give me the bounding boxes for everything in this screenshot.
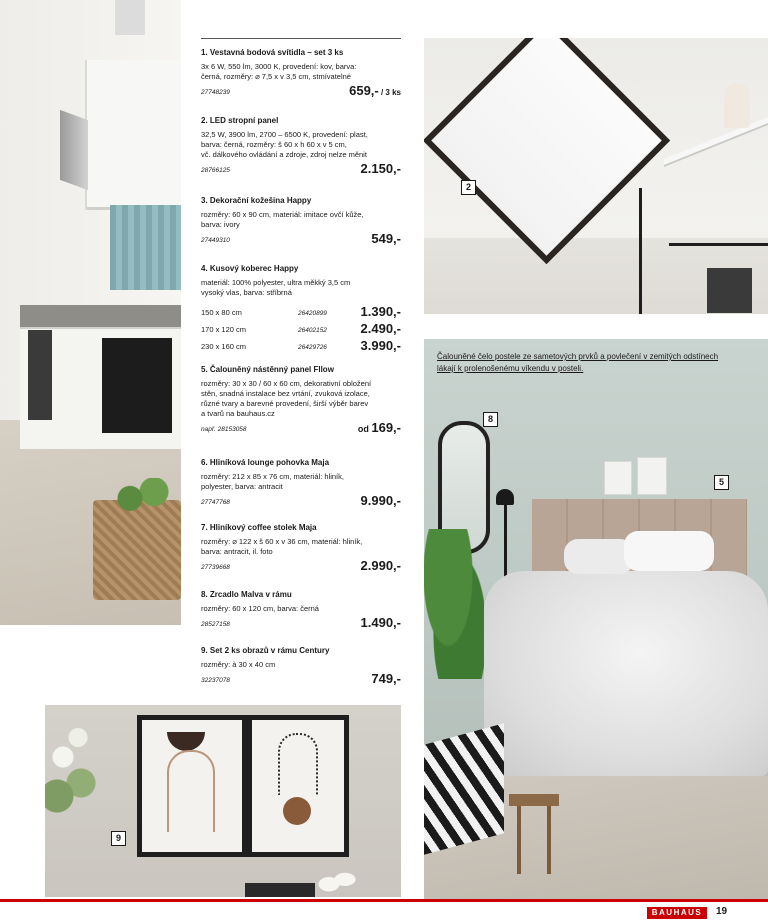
product-title: 2. LED stropní panel <box>201 116 279 125</box>
product-desc: materiál: 100% polyester, ultra měkký 3,5 cm vysoký vlas, barva: stříbrná <box>201 278 351 297</box>
kitchen-counter <box>20 305 181 327</box>
product-title: 4. Kusový koberec Happy <box>201 264 299 273</box>
product-desc: rozměry: 212 x 85 x 76 cm, materiál: hliník, polyester, barva: antracit <box>201 472 344 491</box>
product-title: 6. Hliníková lounge pohovka Maja <box>201 458 330 467</box>
product-code: 27748239 <box>201 89 230 96</box>
product-5 <box>201 365 401 435</box>
kitchen-hood <box>60 110 88 190</box>
product-1 <box>201 48 401 98</box>
art-disc <box>283 797 311 825</box>
footer-red-bar <box>0 899 768 902</box>
bauhaus-logo: BAUHAUS <box>647 907 707 919</box>
product-title: 7. Hliníkový coffee stolek Maja <box>201 523 317 532</box>
bed <box>484 571 768 776</box>
price-value: 169,- <box>371 420 401 435</box>
product-price: 749,- <box>371 671 401 686</box>
product-price: 2.990,- <box>360 558 401 573</box>
size-label: 170 x 120 cm <box>201 325 247 334</box>
product-2 <box>201 116 401 176</box>
product-code: 32237078 <box>201 677 230 684</box>
caption-text: Čalouněné čelo postele ze sametových prvků a povlečení v zemitých odstínech lákají k prolenošenému víkendu v posteli. <box>437 352 719 373</box>
product-title: 5. Čalouněný nástěnný panel Fllow <box>201 365 334 374</box>
size-code: 26402152 <box>298 327 327 334</box>
zebra-rug <box>424 723 504 854</box>
product-desc: 32,5 W, 3900 lm, 2700 – 6500 K, provedení: plast, barva: černá, rozměry: š 60 x h 60 x v 5 cm, vč. dálkového ovládání a zdroje, zdroj nelze měnit <box>201 130 368 159</box>
product-desc: rozměry: ⌀ 122 x š 60 x v 36 cm, materiál: hliník, barva: antracit, il. foto <box>201 537 363 556</box>
product-price: 9.990,- <box>360 493 401 508</box>
kitchen-backsplash <box>110 205 181 290</box>
marker-panel: 2 <box>461 180 476 195</box>
size-label: 230 x 160 cm <box>201 342 247 351</box>
size-list <box>201 302 401 353</box>
size-row <box>201 302 401 319</box>
panel-photo-rod-horizontal <box>669 243 768 246</box>
panel-photo-vase <box>724 83 750 128</box>
bedroom-plant <box>424 529 484 679</box>
panel-photo-box <box>707 268 752 313</box>
ceiling-panel-photo <box>424 38 768 314</box>
kitchen-oven <box>28 330 52 420</box>
product-price <box>358 420 401 435</box>
bedroom-photo <box>424 339 768 899</box>
art-dotted-arch <box>278 733 318 795</box>
books <box>245 883 315 897</box>
kitchen-basket <box>93 500 181 600</box>
product-title: 3. Dekorační kožešina Happy <box>201 196 312 205</box>
size-row <box>201 336 401 353</box>
product-price: 1.490,- <box>360 615 401 630</box>
page-number: 19 <box>716 906 728 917</box>
wooden-stool <box>509 794 559 874</box>
flowers <box>45 705 105 835</box>
size-label: 150 x 80 cm <box>201 308 242 317</box>
art-prints-photo <box>45 705 401 897</box>
size-price: 1.390,- <box>360 304 401 319</box>
size-code: 26420899 <box>298 310 327 317</box>
product-title: 9. Set 2 ks obrazů v rámu Century <box>201 646 330 655</box>
bedroom-caption <box>437 351 737 375</box>
bedroom-wall-print-2 <box>637 457 667 495</box>
marker-art: 9 <box>111 831 126 846</box>
size-price: 3.990,- <box>360 338 401 353</box>
kitchen-hood-top <box>115 0 145 35</box>
product-code: 28766125 <box>201 167 230 174</box>
product-code: 27739668 <box>201 564 230 571</box>
product-desc: rozměry: à 30 x 40 cm <box>201 660 276 669</box>
kitchen-plant <box>112 478 172 512</box>
product-desc: 3x 6 W, 550 lm, 3000 K, provedení: kov, barva: černá, rozměry: ⌀ 7,5 x v 3,5 cm, stmívatelné <box>201 62 357 81</box>
product-price <box>349 83 401 98</box>
kitchen-upper-cabinets <box>85 60 181 210</box>
panel-photo-rod <box>639 188 642 314</box>
product-code: 28527158 <box>201 621 230 628</box>
panel-photo-shelf <box>664 117 768 167</box>
price-value: 659,- <box>349 83 379 98</box>
product-title: 8. Zrcadlo Malva v rámu <box>201 590 292 599</box>
marker-headboard: 5 <box>714 475 729 490</box>
product-title: 1. Vestavná bodová svítidla – set 3 ks <box>201 48 344 57</box>
marker-mirror: 8 <box>483 412 498 427</box>
product-price: 2.150,- <box>360 161 401 176</box>
product-desc: rozměry: 30 x 30 / 60 x 60 cm, dekorativní obložení stěn, snadná instalace bez vrtání, zvuková izolace, různé tvary a barevné provedení, širší výběr barev a tvarů na bauhaus.cz <box>201 379 372 418</box>
kitchen-photo <box>0 0 181 625</box>
led-panel-frame <box>424 38 670 264</box>
product-7 <box>201 523 401 573</box>
size-price: 2.490,- <box>360 321 401 336</box>
price-suffix: / 3 ks <box>378 88 401 97</box>
product-code: 27747768 <box>201 499 230 506</box>
price-prefix: od <box>357 424 372 434</box>
product-price: 549,- <box>371 231 401 246</box>
art-arch <box>167 750 215 832</box>
product-8 <box>201 590 401 630</box>
product-desc: rozměry: 60 x 120 cm, barva: černá <box>201 604 319 613</box>
product-code: např. 28153058 <box>201 426 247 433</box>
pillow-2 <box>624 531 714 571</box>
size-code: 26429726 <box>298 344 327 351</box>
product-4 <box>201 264 401 353</box>
product-3 <box>201 196 401 246</box>
floor-lamp-head <box>496 489 514 505</box>
bedroom-wall-print-1 <box>604 461 632 495</box>
product-code: 27449310 <box>201 237 230 244</box>
top-rule <box>201 38 401 39</box>
product-6 <box>201 458 401 508</box>
kitchen-towel <box>102 338 172 433</box>
candles <box>317 865 357 897</box>
product-desc: rozměry: 60 x 90 cm, materiál: imitace ovčí kůže, barva: ivory <box>201 210 364 229</box>
product-9 <box>201 646 401 686</box>
size-row <box>201 319 401 336</box>
